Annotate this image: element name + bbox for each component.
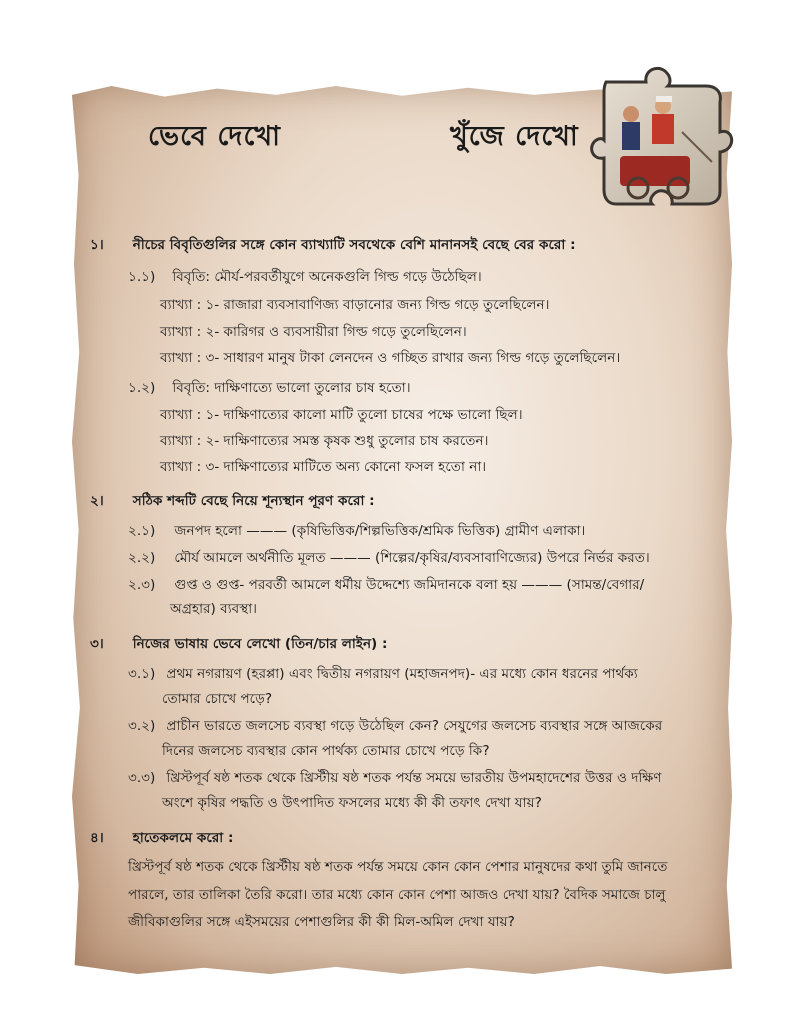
q3-3-number: ৩.৩) [128,770,156,786]
q1-2-explanation-1: ব্যাখ্যা : ১- দাক্ষিণাত্যের কালো মাটি তুলো চাষের পক্ষে ভালো ছিল। [160,407,523,423]
q3-1-line-2: তোমার চোখে পড়ে? [162,691,273,707]
q3-3-line-1: খ্রিস্টপূর্ব ষষ্ঠ শতক থেকে খ্রিস্টীয় ষষ্ঠ শতক পর্যন্ত সময়ে ভারতীয় উপমহাদেশের উত্তর ও দক্ষিণ [166,770,662,786]
q2-1-number: ২.১) [128,523,156,539]
q1-1-statement: বিবৃতি: মৌর্য-পরবর্তীযুগে অনেকগুলি গিল্ড গড়ে উঠেছিল। [172,269,482,285]
q2-1-text: জনপদ হলো ——— (কৃষিভিত্তিক/শিল্পভিত্তিক/শ্রমিক ভিত্তিক) গ্রামীণ এলাকা। [174,523,586,539]
q4-title: হাতেকলমে করো : [132,830,234,846]
q2-title: সঠিক শব্দটি বেছে নিয়ে শূন্যস্থান পূরণ করো : [132,493,375,509]
q2-3-text: গুপ্ত ও গুপ্ত- পরবর্তী আমলে ধর্মীয় উদ্দেশ্যে জমিদানকে বলা হয় ——— (সামন্ত/বেগার/ [174,577,645,593]
q2-2-text: মৌর্য আমলে অর্থনীতি মূলত ——— (শিল্পের/কৃষির/ব্যবসাবাণিজ্যের) উপরে নির্ভর করত। [174,550,650,566]
q3-1-line-1: প্রথম নগরায়ণ (হরপ্পা) এবং দ্বিতীয় নগরায়ণ (মহাজনপদ)- এর মধ্যে কোন ধরনের পার্থক্য [166,666,638,682]
heading-khunje-dekho: খুঁজে দেখো [450,121,579,152]
q3-2-number: ৩.২) [128,718,156,734]
q1-1-explanation-3: ব্যাখ্যা : ৩- সাধারণ মানুষ টাকা লেনদেন ও গচ্ছিত রাখার জন্য গিল্ড গড়ে তুলেছিলেন। [160,350,621,366]
q2-3-number: ২.৩) [128,577,156,593]
q3-2-line-2: দিনের জলসেচ ব্যবস্থার কোন পার্থক্য তোমার চোখে পড়ে কি? [162,743,490,759]
q1-2-explanation-2: ব্যাখ্যা : ২- দাক্ষিণাত্যের সমস্ত কৃষক শুধু তুলোর চাষ করতেন। [160,433,489,449]
q2-2-number: ২.২) [128,550,156,566]
puzzle-piece-illustration [586,62,736,212]
q3-title: নিজের ভাষায় ভেবে লেখো (তিন/চার লাইন) : [132,636,388,652]
q1-2-explanation-3: ব্যাখ্যা : ৩- দাক্ষিণাত্যের মাটিতে অন্য কোনো ফসল হতো না। [160,459,487,475]
q3-number: ৩। [90,636,104,652]
q1-2-statement: বিবৃতি: দাক্ষিণাত্যে ভালো তুলোর চাষ হতো। [172,380,411,396]
q1-1-explanation-2: ব্যাখ্যা : ২- কারিগর ও ব্যবসায়ীরা গিল্ড গড়ে তুলেছিলেন। [160,324,467,340]
q3-3-line-2: অংশে কৃষির পদ্ধতি ও উৎপাদিত ফসলের মধ্যে কী কী তফাৎ দেখা যায়? [162,795,542,811]
q2-3-text-continued: অগ্রহার) ব্যবস্থা। [170,601,258,617]
q3-2-line-1: প্রাচীন ভারতে জলসেচ ব্যবস্থা গড়ে উঠেছিল কেন? সেযুগের জলসেচ ব্যবস্থার সঙ্গে আজকের [166,718,663,734]
heading-bhebe-dekho: ভেবে দেখো [148,121,281,152]
q1-title: নীচের বিবৃতিগুলির সঙ্গে কোন ব্যাখ্যাটি সবথেকে বেশি মানানসই বেছে বের করো : [132,237,576,253]
q2-number: ২। [90,493,104,509]
q4-line-3: জীবিকাগুলির সঙ্গে এইসময়ের পেশাগুলির কী কী মিল-অমিল দেখা যায়? [128,914,515,930]
q1-1-explanation-1: ব্যাখ্যা : ১- রাজারা ব্যবসাবাণিজ্য বাড়ানোর জন্য গিল্ড গড়ে তুলেছিলেন। [160,297,550,313]
q1-1-number: ১.১) [128,269,156,285]
q1-2-number: ১.২) [128,380,156,396]
q4-line-2: পারলে, তার তালিকা তৈরি করো। তার মধ্যে কোন কোন পেশা আজও দেখা যায়? বৈদিক সমাজে চালু [128,887,666,903]
q4-line-1: খ্রিস্টপূর্ব ষষ্ঠ শতক থেকে খ্রিস্টীয় ষষ্ঠ শতক পর্যন্ত সময়ে কোন কোন পেশার মানুষদের কথা তুমি জানতে [128,859,668,875]
q4-number: ৪। [90,830,104,846]
q3-1-number: ৩.১) [128,666,156,682]
q1-number: ১। [90,237,104,253]
